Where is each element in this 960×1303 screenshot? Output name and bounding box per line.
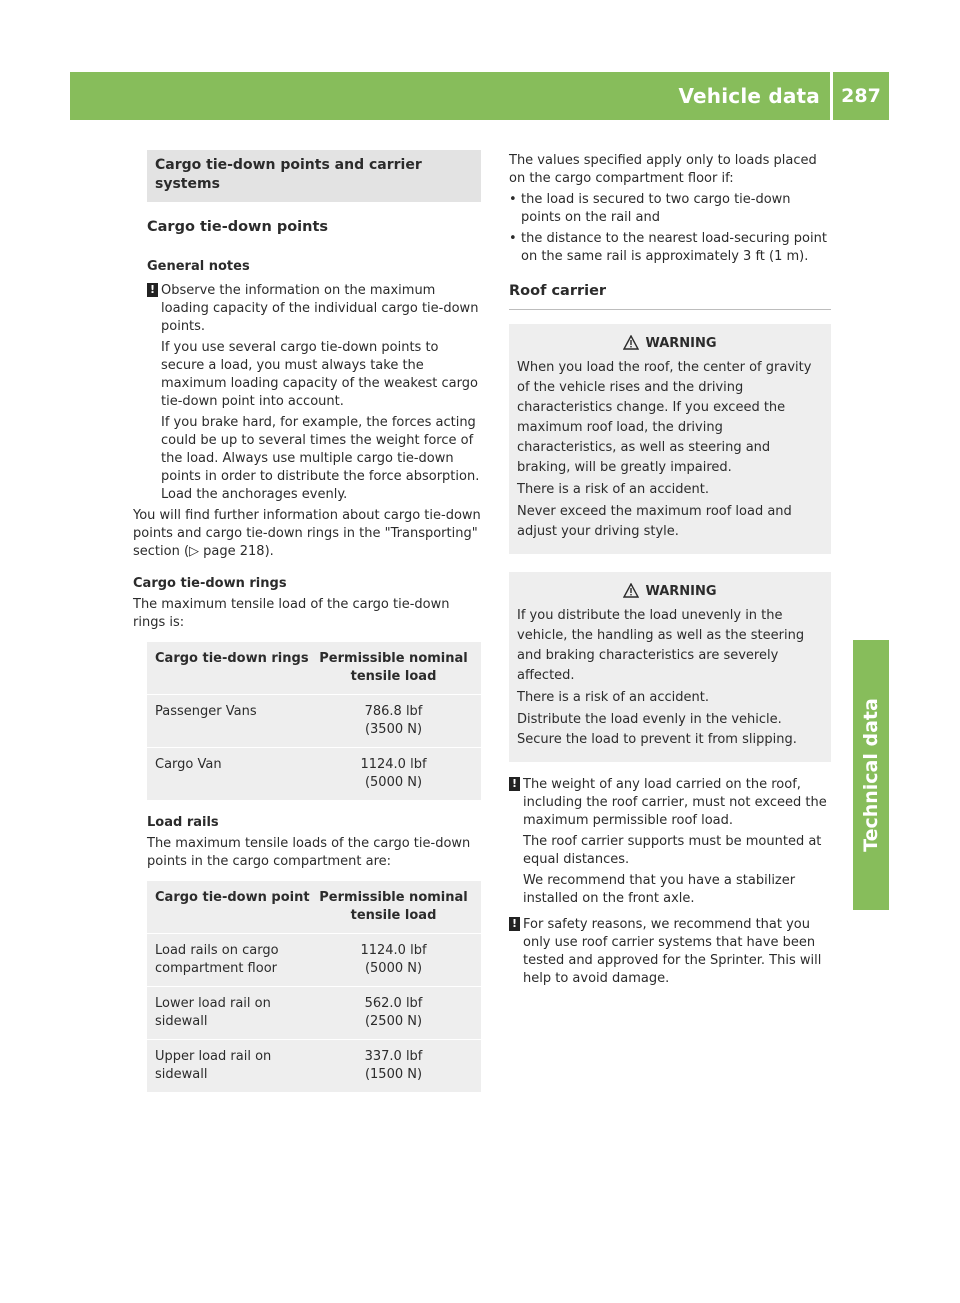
table-cell <box>314 995 473 1031</box>
table-row <box>147 934 481 987</box>
rings-table <box>147 642 481 800</box>
table-cell <box>314 703 473 739</box>
side-tab-label-wrap <box>853 640 889 910</box>
load-value-newton: (5000 N) <box>364 775 423 790</box>
notice-paragraph: If you brake hard, for example, the forces acting could be up to several times the weight force of the load. Always use multiple cargo tie-down points in order to distribute the force absorption. Load the anchorages evenly. <box>161 415 480 502</box>
warning-title <box>517 582 823 602</box>
table-cell <box>314 1048 473 1084</box>
side-tab-label: Technical data <box>860 698 883 852</box>
warning-label: WARNING <box>645 336 717 351</box>
warning-action: Distribute the load evenly in the vehicle. Secure the load to prevent it from slipping. <box>517 712 797 747</box>
load-value: 1124.0 lbf <box>360 757 427 772</box>
notice-block <box>509 776 831 908</box>
notice-paragraph: The roof carrier supports must be mounted at equal distances. <box>523 834 822 867</box>
table-header-row <box>147 881 481 934</box>
further-info-text: You will find further information about cargo tie-down points and cargo tie-down rings in the "Transporting" section (▷ page 218). <box>133 508 481 559</box>
warning-text: When you load the roof, the center of gravity of the vehicle rises and the driving characteristics change. If you exceed the maximum roof load, the driving characteristics, as well as steering and braking, will be greatly impaired. <box>517 360 812 475</box>
warning-box <box>509 324 831 554</box>
rings-heading: Cargo tie-down rings <box>133 576 287 591</box>
table-header-cell: Cargo tie-down point <box>155 890 310 905</box>
notice-paragraph: The weight of any load carried on the roof, including the roof carrier, must not exceed the maximum permissible roof load. <box>523 777 827 828</box>
table-row <box>147 1040 481 1092</box>
warning-risk: There is a risk of an accident. <box>517 690 709 705</box>
list-item: • the distance to the nearest load-securing point on the same rail is approximately 3 ft (1 m). <box>509 230 831 266</box>
table-header-cell: Cargo tie-down rings <box>155 651 309 666</box>
table-cell: Lower load rail on sidewall <box>155 996 271 1029</box>
load-value-newton: (1500 N) <box>364 1067 423 1082</box>
rails-intro: The maximum tensile loads of the cargo tie-down points in the cargo compartment are: <box>147 836 471 869</box>
left-column <box>133 150 481 1092</box>
load-value: 562.0 lbf <box>364 996 423 1011</box>
table-row <box>147 695 481 748</box>
table-cell <box>314 942 473 978</box>
warning-action: Never exceed the maximum roof load and adjust your driving style. <box>517 504 792 539</box>
rings-intro: The maximum tensile load of the cargo tie-down rings is: <box>133 597 450 630</box>
table-cell: Passenger Vans <box>155 704 257 719</box>
notice-paragraph: For safety reasons, we recommend that you only use roof carrier systems that have been tested and approved for the Sprinter. This will help to avoid damage. <box>523 917 822 986</box>
warning-triangle-icon <box>623 583 639 598</box>
load-value-newton: (5000 N) <box>364 961 423 976</box>
table-cell: Cargo Van <box>155 757 222 772</box>
section-title: Cargo tie-down points and carrier systems <box>147 150 481 202</box>
page-number: 287 <box>841 85 881 107</box>
table-header-cell: Permissible nominal tensile load <box>319 890 468 923</box>
rails-table <box>147 881 481 1092</box>
table-cell <box>314 756 473 792</box>
warning-risk: There is a risk of an accident. <box>517 482 709 497</box>
notice-paragraph: We recommend that you have a stabilizer installed on the front axle. <box>523 873 796 906</box>
notice-icon: ! <box>147 283 158 297</box>
list-item: • the load is secured to two cargo tie-down points on the rail and <box>509 191 831 227</box>
right-column <box>509 152 831 991</box>
table-header-cell: Permissible nominal tensile load <box>319 651 468 684</box>
warning-text: If you distribute the load unevenly in the vehicle, the handling as well as the steering and braking characteristics are severely affected. <box>517 608 805 683</box>
warning-box <box>509 572 831 762</box>
notice-icon: ! <box>509 777 520 791</box>
notice-paragraph: If you use several cargo tie-down points to secure a load, you must always take the maximum loading capacity of the weakest cargo tie-down point into account. <box>161 340 478 409</box>
load-value-newton: (3500 N) <box>364 722 423 737</box>
load-value: 786.8 lbf <box>364 704 423 719</box>
table-cell: Load rails on cargo compartment floor <box>155 943 279 976</box>
notice-block <box>509 916 831 988</box>
notice-icon: ! <box>509 917 520 931</box>
load-value: 1124.0 lbf <box>360 943 427 958</box>
table-cell: Upper load rail on sidewall <box>155 1049 272 1082</box>
warning-triangle-icon <box>623 335 639 350</box>
subsection-title: Cargo tie-down points <box>147 219 329 235</box>
notice-paragraph: Observe the information on the maximum loading capacity of the individual cargo tie-down points. <box>161 283 479 334</box>
roof-carrier-heading: Roof carrier <box>509 282 831 310</box>
applicability-intro: The values specified apply only to loads placed on the cargo compartment floor if: <box>509 153 817 186</box>
page-header-title: Vehicle data <box>678 84 820 108</box>
rails-heading: Load rails <box>147 815 219 830</box>
warning-title <box>517 334 823 354</box>
table-row <box>147 987 481 1040</box>
warning-label: WARNING <box>645 584 717 599</box>
table-header-row <box>147 642 481 695</box>
notice-block <box>147 282 481 504</box>
load-value: 337.0 lbf <box>364 1049 423 1064</box>
load-value-newton: (2500 N) <box>364 1014 423 1029</box>
table-row <box>147 748 481 800</box>
general-notes-heading: General notes <box>147 259 250 274</box>
